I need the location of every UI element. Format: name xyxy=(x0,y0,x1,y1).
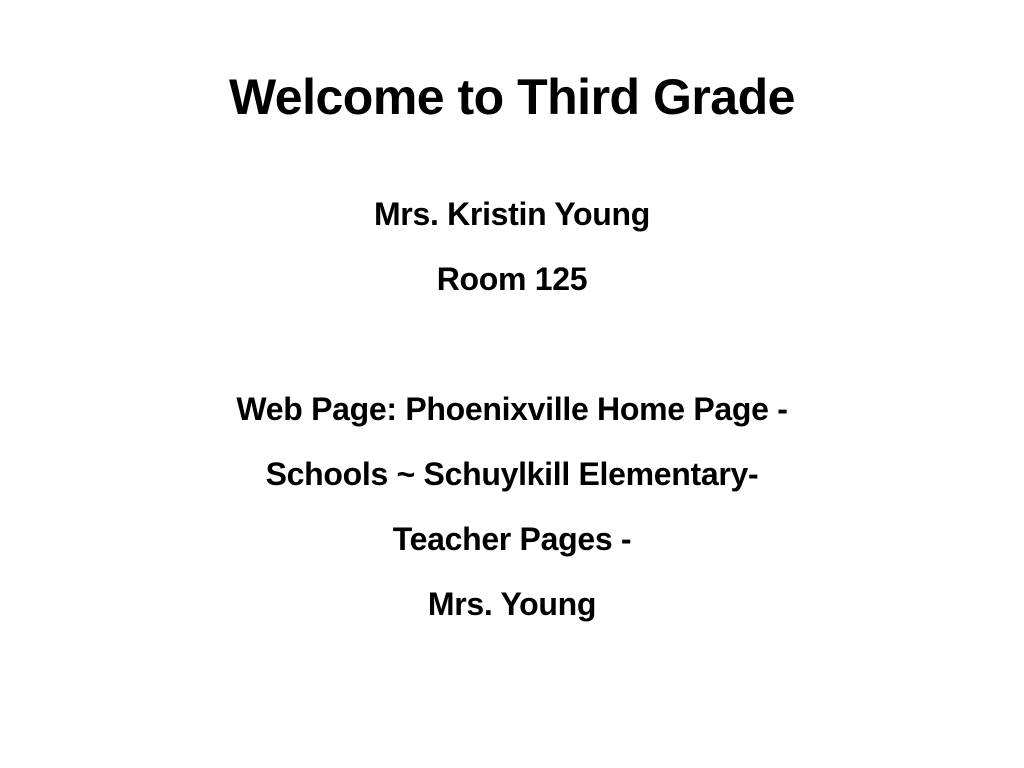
web-page-line-3: Teacher Pages - xyxy=(392,521,632,557)
blank-line xyxy=(0,322,1024,387)
web-page-line-1: Web Page: Phoenixville Home Page - xyxy=(236,391,788,427)
web-page-line-4: Mrs. Young xyxy=(427,586,597,622)
web-page-line-2: Schools ~ Schuylkill Elementary- xyxy=(265,456,759,492)
slide-title: Welcome to Third Grade xyxy=(229,69,795,125)
teacher-name: Mrs. Kristin Young xyxy=(373,196,651,232)
slide-body xyxy=(0,192,1024,647)
room-number: Room 125 xyxy=(436,261,588,297)
